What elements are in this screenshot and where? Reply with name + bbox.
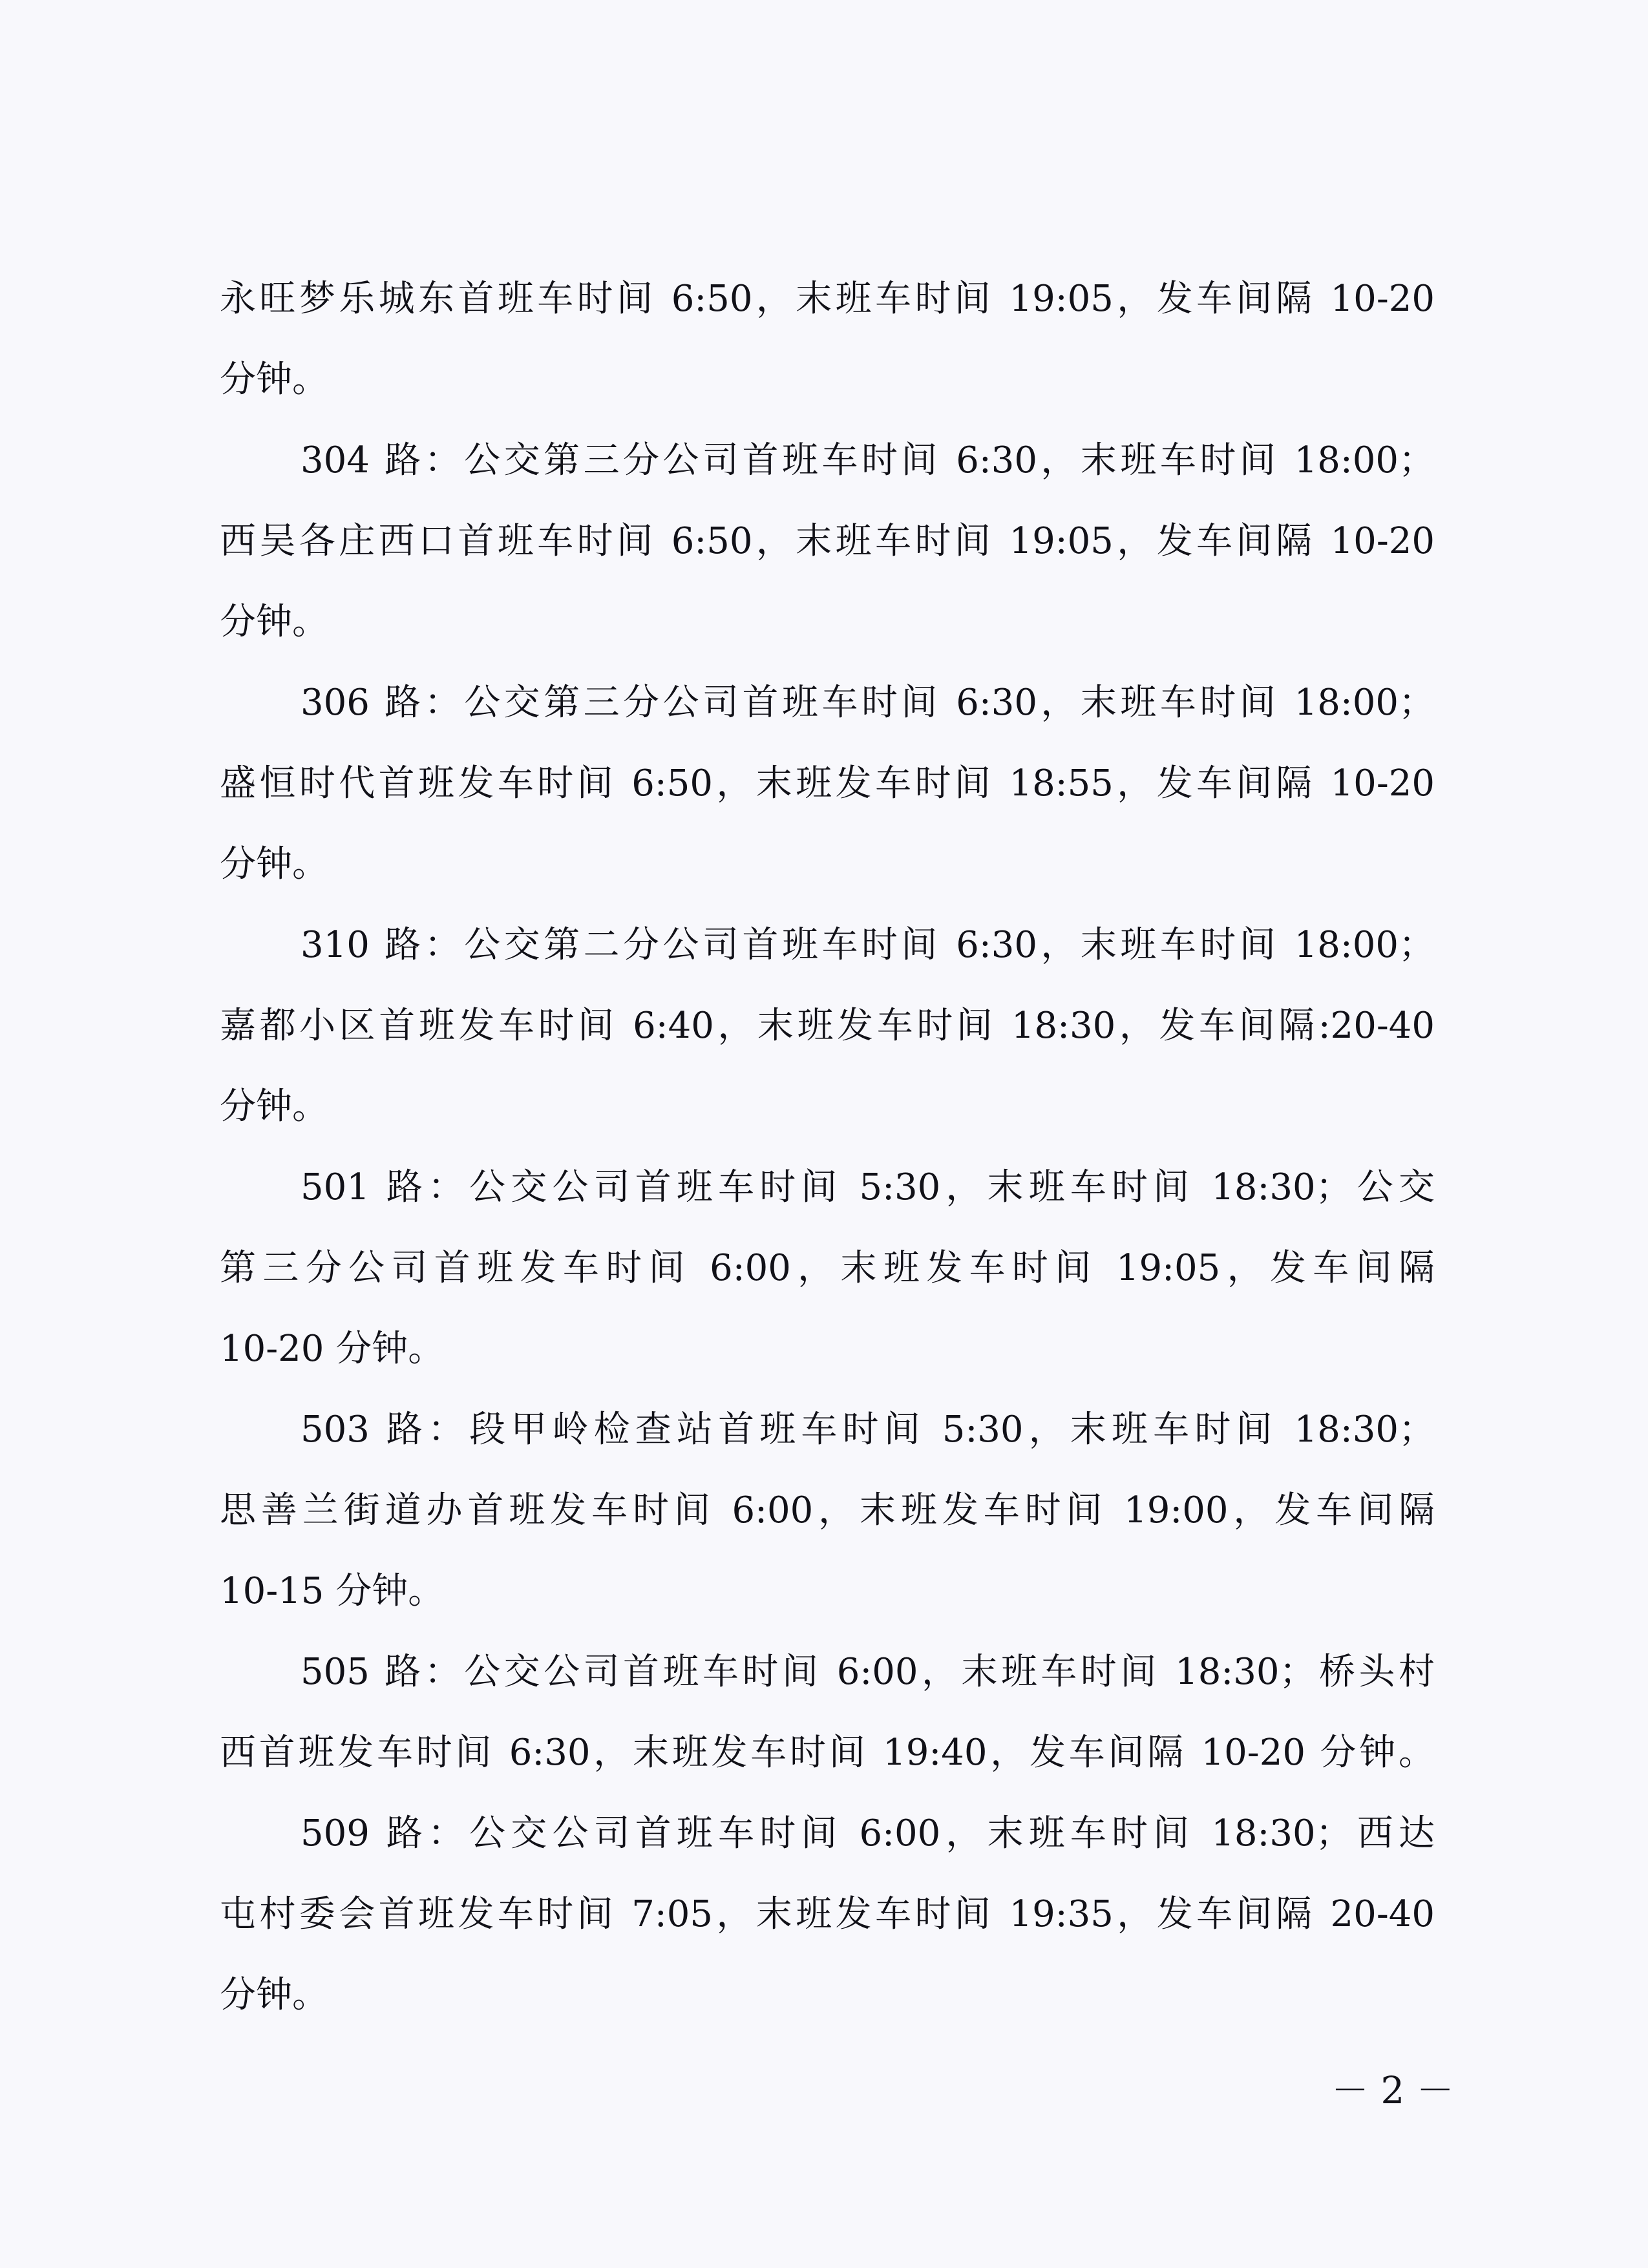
route-509-line-2: 屯村委会首班发车时间 7:05，末班发车时间 19:35，发车间隔 20-40	[220, 1893, 1435, 1935]
route-509-line-3: 分钟。	[220, 1974, 328, 2016]
route-505-line-2: 西首班发车时间 6:30，末班发车时间 19:40，发车间隔 10-20 分钟。	[220, 1732, 1435, 1774]
route-503-line-2: 思善兰街道办首班发车时间 6:00，末班发车时间 19:00，发车间隔	[220, 1489, 1435, 1531]
route-501-line-3: 10-20 分钟。	[220, 1328, 445, 1370]
route-509-line-1: 509 路：公交公司首班车时间 6:00，末班车时间 18:30；西达	[301, 1812, 1435, 1854]
route-304-line-3: 分钟。	[220, 601, 328, 643]
route-310-line-2: 嘉都小区首班发车时间 6:40，末班发车时间 18:30，发车间隔:20-40	[220, 1005, 1435, 1047]
route-310-line-1: 310 路：公交第二分公司首班车时间 6:30，末班车时间 18:00；	[301, 924, 1435, 966]
route-306-line-1: 306 路：公交第三分公司首班车时间 6:30，末班车时间 18:00；	[301, 682, 1435, 724]
route-306-line-3: 分钟。	[220, 843, 328, 885]
route-505-line-1: 505 路：公交公司首班车时间 6:00，末班车时间 18:30；桥头村	[301, 1651, 1435, 1693]
route-501-line-2: 第三分公司首班发车时间 6:00，末班发车时间 19:05，发车间隔	[220, 1247, 1435, 1289]
route-306-line-2: 盛恒时代首班发车时间 6:50，末班发车时间 18:55，发车间隔 10-20	[220, 762, 1435, 804]
text-line-1: 永旺梦乐城东首班车时间 6:50，末班车时间 19:05，发车间隔 10-20	[220, 278, 1435, 320]
page-number: － 2 －	[1331, 2068, 1454, 2112]
route-304-line-2: 西吴各庄西口首班车时间 6:50，末班车时间 19:05，发车间隔 10-20	[220, 520, 1435, 562]
document-body	[220, 258, 1435, 2035]
route-503-line-1: 503 路：段甲岭检查站首班车时间 5:30，末班车时间 18:30；	[301, 1409, 1435, 1451]
route-304-line-1: 304 路：公交第三分公司首班车时间 6:30，末班车时间 18:00；	[301, 439, 1435, 481]
route-501-line-1: 501 路：公交公司首班车时间 5:30，末班车时间 18:30；公交	[301, 1166, 1435, 1208]
text-line-2: 分钟。	[220, 359, 328, 401]
route-310-line-3: 分钟。	[220, 1086, 328, 1128]
route-503-line-3: 10-15 分钟。	[220, 1570, 445, 1612]
